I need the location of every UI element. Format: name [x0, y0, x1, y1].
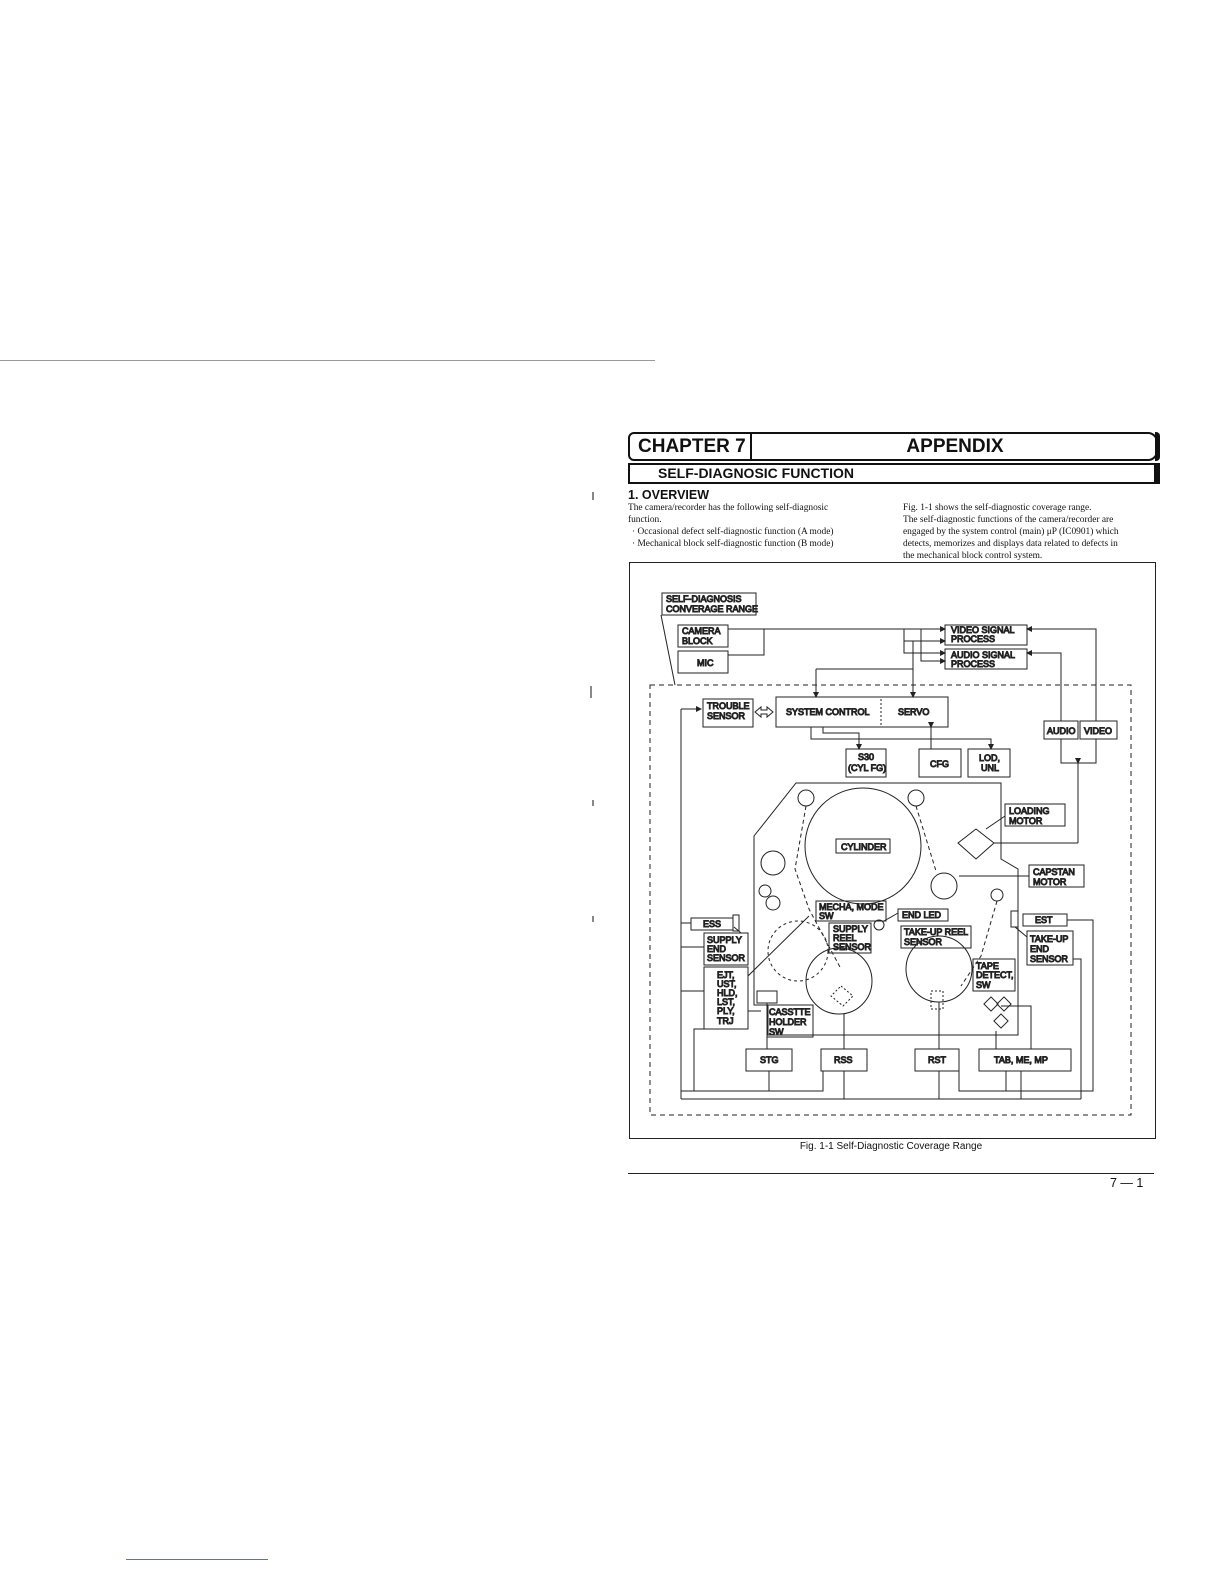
camera-block-label: CAMERA — [682, 626, 721, 636]
bullet-item: · Occasional defect self-diagnostic function (A mode) — [632, 527, 834, 537]
text-line: Fig. 1-1 shows the self-diagnostic coverage range. — [903, 503, 1092, 513]
tape-detect-label: DETECT, — [976, 970, 1014, 980]
lod-label: UNL — [981, 763, 1000, 773]
end-led-label: END LED — [902, 910, 942, 920]
mecha-mode-label: SW — [819, 911, 834, 921]
camera-block-label: BLOCK — [682, 636, 713, 646]
scan-edge-rule — [0, 360, 655, 361]
banner-divider — [750, 434, 752, 459]
scan-bottom-line — [126, 1559, 268, 1560]
s30-label: S30 — [858, 752, 875, 762]
loading-motor-label: LOADING — [1009, 806, 1050, 816]
takeup-end-label: TAKE-UP — [1030, 934, 1069, 944]
takeup-reel-label: TAKE-UP REEL — [904, 927, 969, 937]
capstan-motor-label: CAPSTAN — [1033, 867, 1075, 877]
text-line: detects, memorizes and displays data related to defects in — [903, 539, 1118, 549]
audio-signal-label: AUDIO SIGNAL — [951, 650, 1016, 660]
cassette-holder-label: SW — [769, 1027, 784, 1037]
mecha-mode-label: MECHA, MODE — [819, 902, 884, 912]
ejt-label: PLY, — [717, 1006, 735, 1016]
est-label: EST — [1035, 915, 1053, 925]
supply-reel-label: SUPPLY — [833, 924, 868, 934]
binding-mark — [592, 492, 594, 500]
supply-reel-label: SENSOR — [833, 942, 872, 952]
cfg-label: CFG — [930, 759, 949, 769]
text-line: The self-diagnostic functions of the camera/recorder are — [903, 515, 1114, 525]
overview-right-text — [903, 502, 1158, 562]
figure-caption: Fig. 1-1 Self-Diagnostic Coverage Range — [799, 1141, 983, 1152]
rst-label: RST — [928, 1055, 946, 1065]
takeup-end-label: SENSOR — [1030, 954, 1069, 964]
coverage-range-border — [650, 685, 1131, 1115]
ejt-label: LST, — [717, 997, 736, 1007]
cassette-holder-label: HOLDER — [769, 1017, 807, 1027]
text-line: The camera/recorder has the following self-diagnosic — [628, 503, 829, 513]
trouble-sensor-label: TROUBLE — [707, 701, 750, 711]
tape-detect-label: TAPE — [976, 961, 999, 971]
supply-end-label: SENSOR — [707, 953, 746, 963]
chapter-banner — [628, 432, 1158, 461]
tape-detect-switches — [984, 997, 1011, 1028]
overview-left-text — [628, 502, 888, 550]
cassette-sw-icon — [757, 991, 777, 1003]
banner-end-cap — [1155, 432, 1160, 461]
video-signal-label: PROCESS — [951, 634, 996, 644]
capstan-pulley — [931, 873, 957, 899]
bullet-item: · Mechanical block self-diagnostic function (B mode) — [632, 539, 834, 549]
text-line: the mechanical block control system. — [903, 551, 1043, 561]
range-label: SELF-DIAGNOSIS — [666, 594, 742, 604]
cassette-holder-label: CASSTTE — [769, 1007, 811, 1017]
takeup-end-label: END — [1030, 944, 1050, 954]
range-label: CONVERAGE RANGE — [666, 604, 759, 614]
supply-reel-label: REEL — [833, 933, 857, 943]
trouble-sensor-label: SENSOR — [707, 711, 746, 721]
cylinder-label: CYLINDER — [841, 842, 887, 852]
system-control-label: SYSTEM CONTROL — [786, 707, 870, 717]
ejt-label: TRJ — [717, 1016, 734, 1026]
video-signal-label: VIDEO SIGNAL — [951, 625, 1015, 635]
servo-label: SERVO — [898, 707, 930, 717]
lod-label: LOD, — [979, 753, 1001, 763]
ess-label: ESS — [703, 919, 722, 929]
ejt-label: HLD, — [717, 988, 738, 998]
overview-heading: 1. OVERVIEW — [628, 488, 710, 502]
capstan-motor-label: MOTOR — [1033, 877, 1067, 887]
section-title: SELF-DIAGNOSIC FUNCTION — [658, 465, 854, 481]
footer-rule — [628, 1173, 1154, 1174]
s30-label: (CYL FG) — [848, 763, 887, 773]
binding-mark — [592, 916, 594, 922]
tab-label: TAB, ME, MP — [994, 1055, 1048, 1065]
section-end-cap — [1154, 463, 1160, 484]
ejt-label: EJT, — [717, 970, 735, 980]
chapter-title: APPENDIX — [906, 436, 1004, 457]
coverage-diagram — [630, 563, 1155, 1138]
loading-motor-icon — [958, 829, 994, 859]
takeup-reel-label: SENSOR — [904, 937, 943, 947]
binding-mark — [590, 686, 592, 698]
stg-label: STG — [760, 1055, 779, 1065]
video-label: VIDEO — [1084, 726, 1113, 736]
audio-signal-label: PROCESS — [951, 659, 996, 669]
text-line: function. — [628, 515, 662, 525]
range-pointer — [661, 615, 675, 685]
supply-end-label: SUPPLY — [707, 935, 742, 945]
page-number: 7 — 1 — [1110, 1176, 1144, 1190]
section-banner — [628, 463, 1156, 484]
mic-label: MIC — [697, 658, 714, 668]
text-line: engaged by the system control (main) μP (IC0901) which — [903, 527, 1119, 537]
loading-motor-label: MOTOR — [1009, 816, 1043, 826]
bidirectional-arrow — [755, 707, 773, 717]
figure-frame — [629, 562, 1156, 1139]
chapter-label: CHAPTER 7 — [638, 436, 746, 457]
binding-mark — [592, 800, 594, 806]
rss-label: RSS — [834, 1055, 853, 1065]
tape-detect-label: SW — [976, 980, 991, 990]
ejt-label: UST, — [717, 979, 737, 989]
supply-end-label: END — [707, 944, 727, 954]
audio-label: AUDIO — [1047, 726, 1076, 736]
supply-reel — [806, 948, 872, 1014]
